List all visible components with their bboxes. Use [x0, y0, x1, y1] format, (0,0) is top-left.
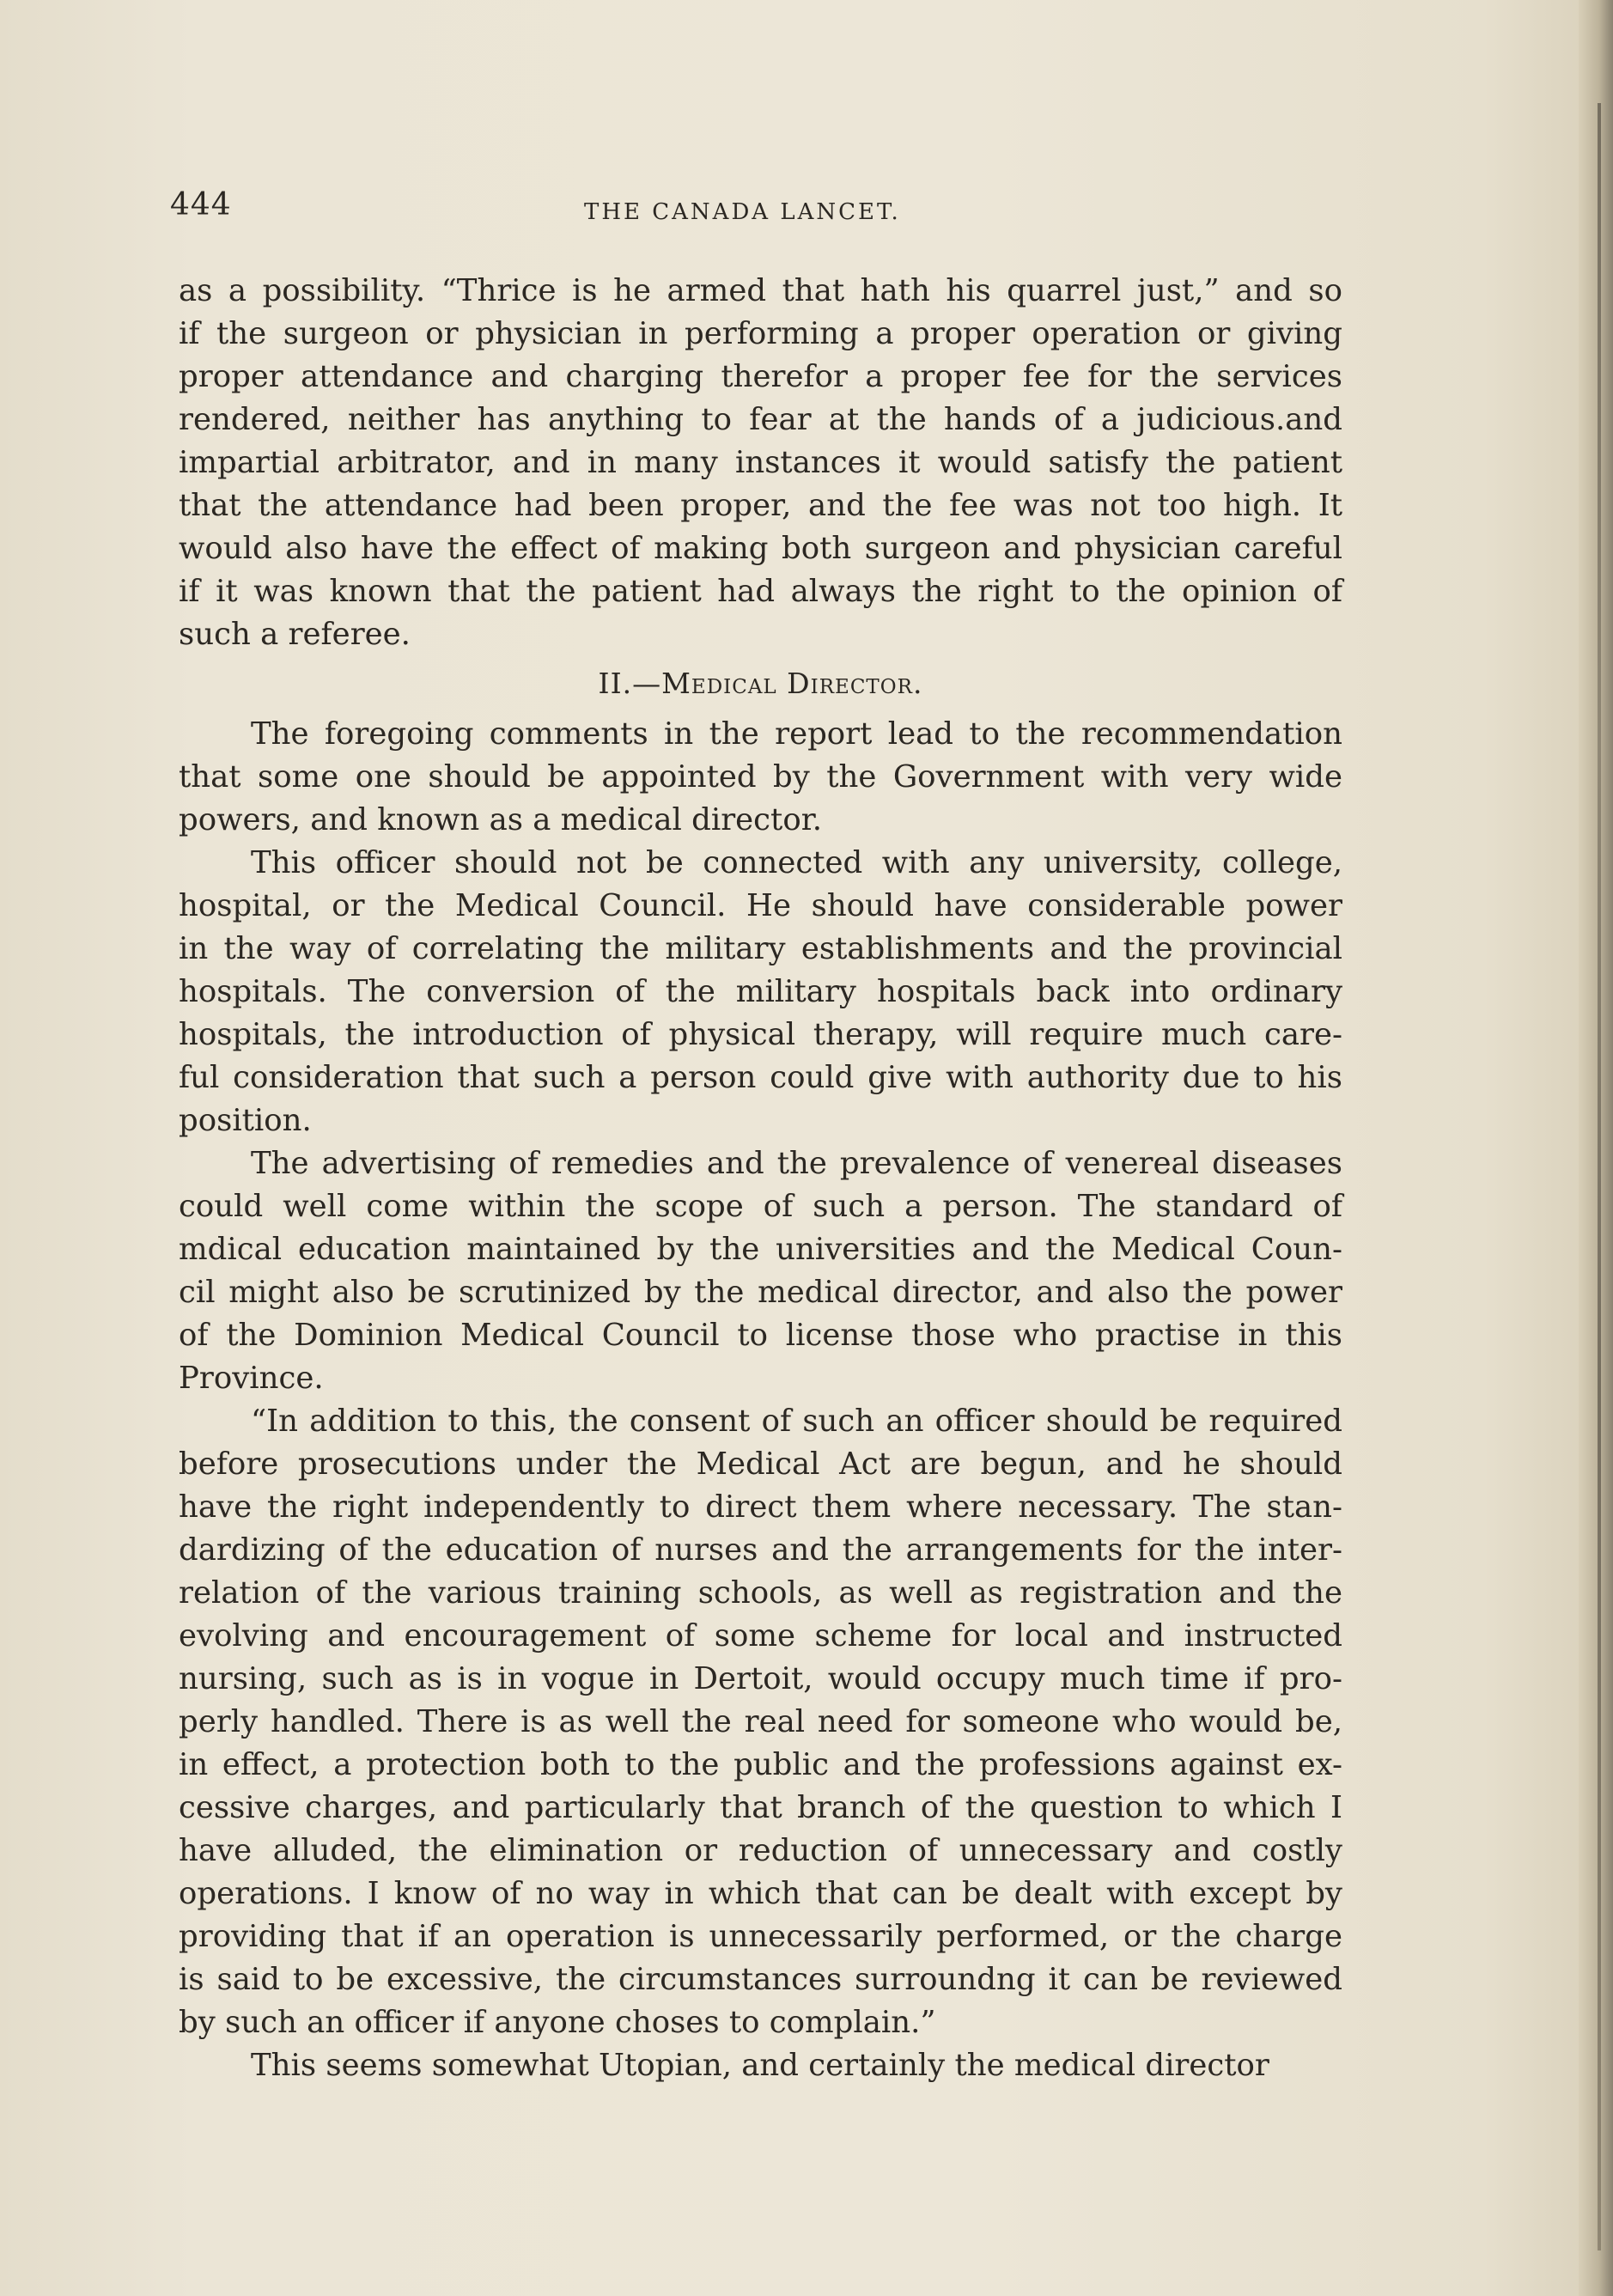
text-line: nursing, such as is in vogue in Dertoit, would occupy much time if pro-: [179, 1661, 1342, 1696]
text-line: that some one should be appointed by the Government with very wide: [179, 759, 1342, 795]
text-line: hospitals, the introduction of physical therapy, will require much care-: [179, 1017, 1342, 1052]
text-line: perly handled. There is as well the real need for someone who would be,: [179, 1704, 1342, 1739]
text-line: hospitals. The conversion of the military hospitals back into ordinary: [179, 974, 1342, 1009]
text-line: providing that if an operation is unnecessarily performed, or the charge: [179, 1919, 1342, 1954]
running-title: THE CANADA LANCET.: [584, 199, 901, 225]
text-line: Province.: [179, 1361, 324, 1396]
paragraph: [179, 1400, 1342, 2044]
text-line: in effect, a protection both to the public and the professions against ex-: [179, 1747, 1342, 1782]
text-line: is said to be excessive, the circumstances surroundng it can be reviewed: [179, 1962, 1342, 1997]
text-line: ful consideration that such a person could give with authority due to his: [179, 1060, 1342, 1095]
text-line: by such an officer if anyone choses to complain.”: [179, 2005, 936, 2040]
text-line: mdical education maintained by the universities and the Medical Coun-: [179, 1232, 1342, 1267]
text-line: This seems somewhat Utopian, and certainly the medical director: [251, 2048, 1269, 2083]
text-line: if it was known that the patient had always the right to the opinion of: [179, 574, 1342, 609]
page-body: [179, 270, 1342, 2087]
text-line: operations. I know of no way in which that can be dealt with except by: [179, 1876, 1342, 1911]
paragraph: [179, 1142, 1342, 1400]
text-line: dardizing of the education of nurses and the arrangements for the inter-: [179, 1532, 1342, 1568]
paragraph: [179, 713, 1342, 842]
text-line: have the right independently to direct them where necessary. The stan-: [179, 1489, 1342, 1525]
text-line: position.: [179, 1103, 312, 1138]
text-line: if the surgeon or physician in performing a proper operation or giving: [179, 316, 1342, 351]
paragraph: [179, 2044, 1342, 2087]
text-line: proper attendance and charging therefor a proper fee for the services: [179, 359, 1342, 394]
text-line: cessive charges, and particularly that branch of the question to which I: [179, 1790, 1342, 1825]
text-line: such a referee.: [179, 617, 411, 652]
text-line: before prosecutions under the Medical Act are begun, and he should: [179, 1446, 1342, 1482]
text-line: of the Dominion Medical Council to license those who practise in this: [179, 1318, 1342, 1353]
page-gutter-shadow: [1579, 0, 1613, 2296]
text-line: rendered, neither has anything to fear at the hands of a judicious.and: [179, 402, 1342, 437]
text-line: as a possibility. “Thrice is he armed that hath his quarrel just,” and so: [179, 273, 1342, 308]
text-line: “In addition to this, the consent of such an officer should be required: [251, 1404, 1342, 1439]
section-paragraphs: [179, 713, 1342, 2087]
section-title: Medical Director.: [661, 667, 923, 700]
page-number: 444: [170, 187, 232, 222]
text-line: This officer should not be connected with any university, college,: [251, 845, 1342, 880]
text-line: The foregoing comments in the report lead to the recommendation: [251, 716, 1342, 752]
text-line: evolving and encouragement of some scheme for local and instructed: [179, 1618, 1342, 1653]
text-line: have alluded, the elimination or reduction of unnecessary and costly: [179, 1833, 1342, 1868]
text-line: The advertising of remedies and the prevalence of venereal diseases: [251, 1146, 1342, 1181]
text-line: powers, and known as a medical director.: [179, 802, 823, 837]
text-line: impartial arbitrator, and in many instances it would satisfy the patient: [179, 445, 1342, 480]
section-numeral: II.—: [598, 667, 662, 700]
text-line: cil might also be scrutinized by the medical director, and also the power: [179, 1275, 1342, 1310]
binding-edge: [1598, 103, 1601, 2250]
text-line: that the attendance had been proper, and the fee was not too high. It: [179, 488, 1342, 523]
text-line: in the way of correlating the military establishments and the provincial: [179, 931, 1342, 966]
paragraph: [179, 270, 1342, 656]
text-line: hospital, or the Medical Council. He should have considerable power: [179, 888, 1342, 923]
text-line: could well come within the scope of such a person. The standard of: [179, 1189, 1342, 1224]
intro-paragraphs: [179, 270, 1342, 656]
paragraph: [179, 842, 1342, 1142]
text-line: relation of the various training schools, as well as registration and the: [179, 1575, 1342, 1611]
text-line: would also have the effect of making both surgeon and physician careful: [179, 531, 1342, 566]
section-heading: [179, 662, 1342, 705]
